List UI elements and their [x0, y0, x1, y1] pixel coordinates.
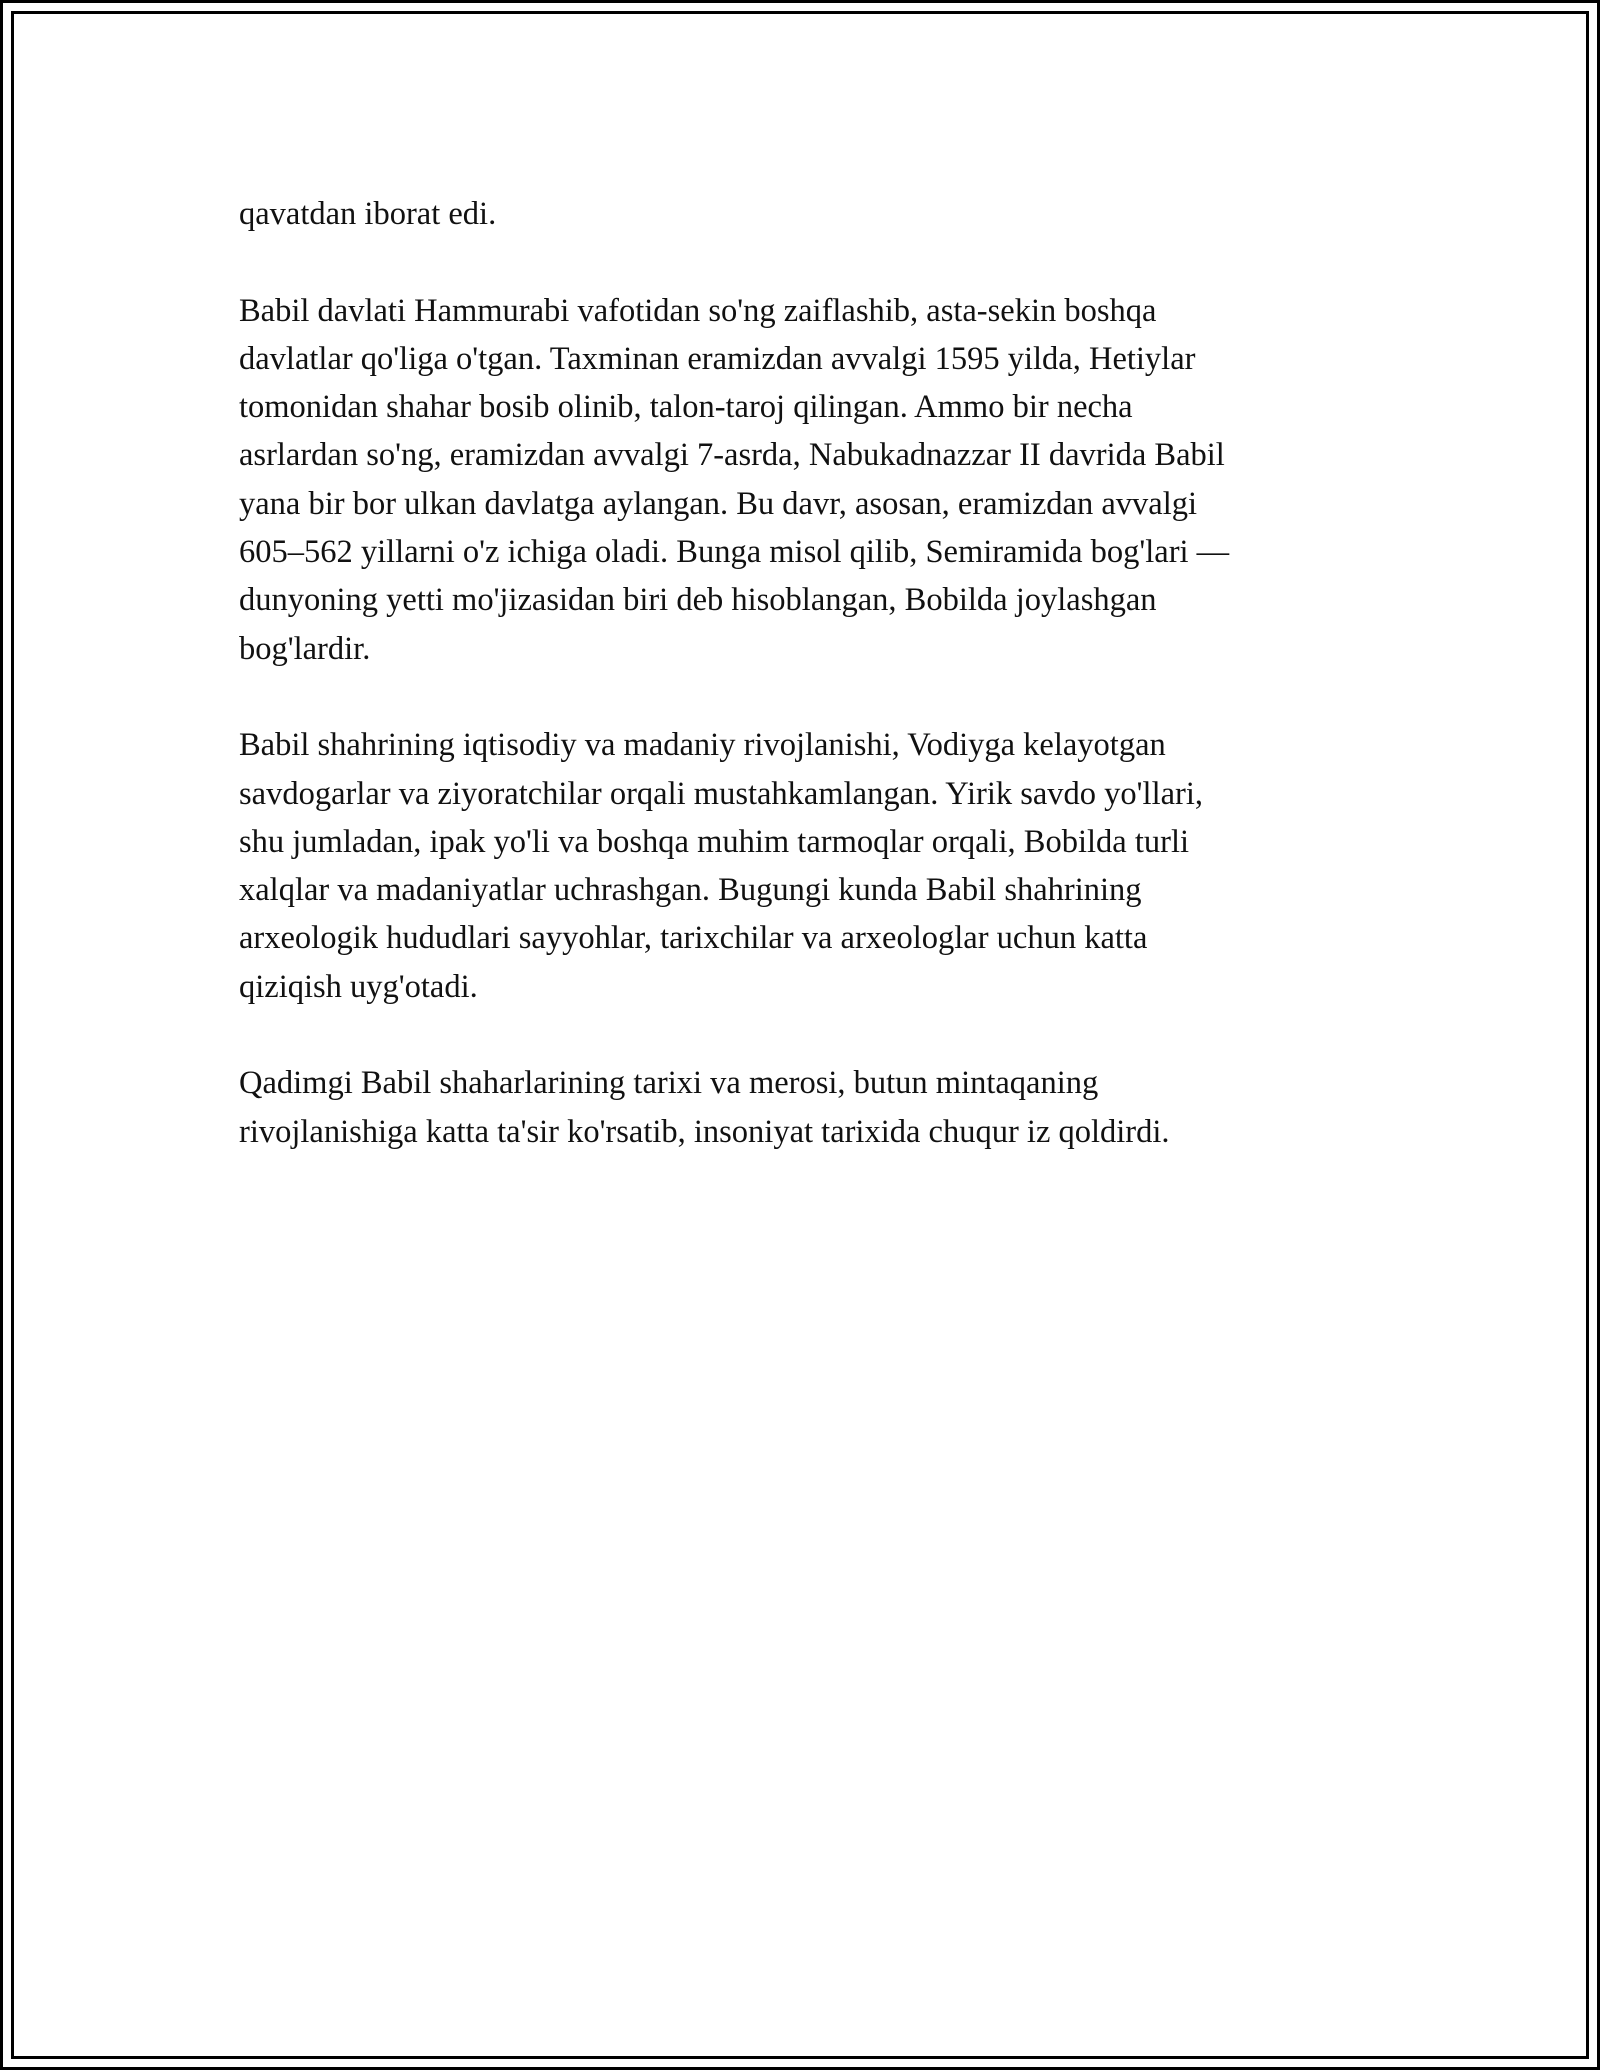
paragraph-1: qavatdan iborat edi. [239, 196, 497, 232]
paragraph-3: Babil shahrining iqtisodiy va madaniy rivojlanishi, Vodiyga kelayotgan savdogarlar va ziyoratchilar orqali mustahkamlangan. Yirik savdo yo'llari, shu jumladan, ipak yo'li va boshqa muhim tarmoqlar orqali, Bobilda turli xalqlar va madaniyatlar uchrashgan. Bugungi kunda Babil shahrining arxeologik hududlari sayyohlar, tarixchilar va arxeologlar uchun katta qiziqish uyg'otadi. [239, 727, 1204, 1005]
paragraph-4: Qadimgi Babil shaharlarining tarixi va merosi, butun mintaqaning rivojlanishiga katta ta'sir ko'rsatib, insoniyat tarixida chuqur iz qoldirdi. [239, 1065, 1170, 1150]
paragraph-2: Babil davlati Hammurabi vafotidan so'ng zaiflashib, asta-sekin boshqa davlatlar qo'liga o'tgan. Taxminan eramizdan avvalgi 1595 yilda, Hetiylar tomonidan shahar bosib olinib, talon-taroj qilingan. Ammo bir necha asrlardan so'ng, eramizdan avvalgi 7-asrda, Nabukadnazzar II davrida Babil yana bir bor ulkan davlatga aylangan. Bu davr, asosan, eramizdan avvalgi 605–562 yillarni o'z ichiga oladi. Bunga misol qilib, Semiramida bog'lari — dunyoning yetti mo'jizasidan biri deb hisoblangan, Bobilda joylashgan bog'lardir. [239, 292, 1230, 667]
document-body [239, 190, 1379, 1204]
